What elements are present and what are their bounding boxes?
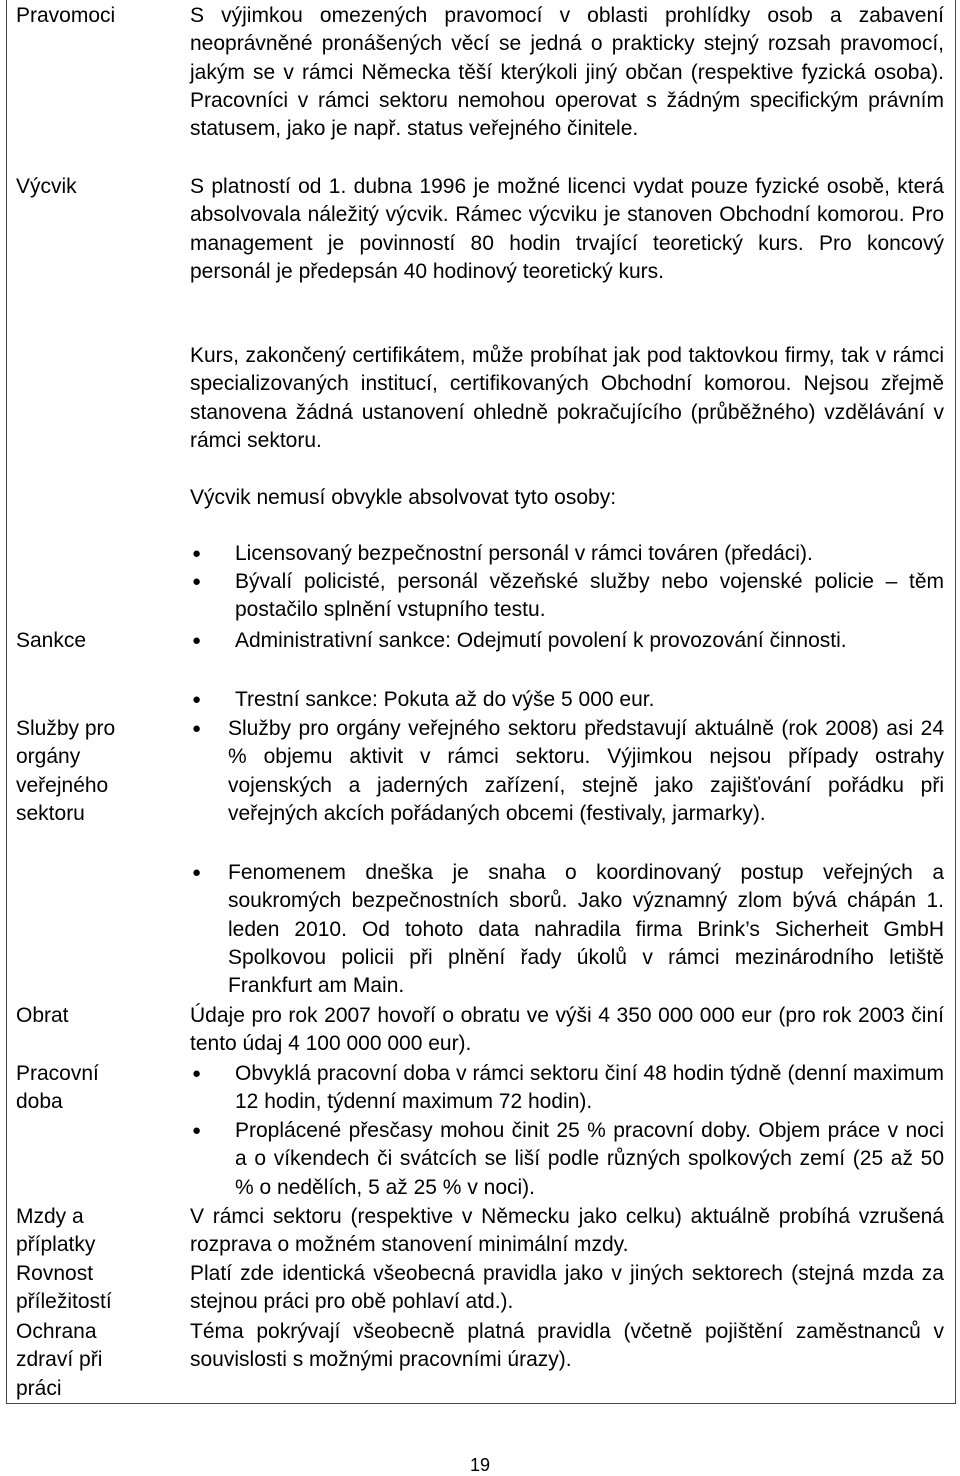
row-text-vycvik-p1: S platností od 1. dubna 1996 je možné licenci vydat pouze fyzické osobě, která absolvovala náležitý výcvik. Rámec výcviku je stanoven Obchodní komorou. Pro management je povinností 80 hodin trvající teoretický kurs. Pro koncový personál je předepsán 40 hodinový teoretický kurs. [190, 175, 944, 283]
row-label-rovnost: Rovnost příležitostí [16, 1262, 112, 1314]
list-item: Obvyklá pracovní doba v rámci sektoru činí 48 hodin týdně (denní maximum 12 hodin, týdenní maximum 72 hodin). [235, 1062, 944, 1114]
list-item: Bývalí policisté, personál vězeňské služby nebo vojenské policie – těm postačilo splnění vstupního testu. [235, 570, 944, 622]
bullet-icon: ● [192, 864, 202, 881]
list-item: Licensovaný bezpečnostní personál v rámci továren (předáci). [235, 542, 813, 565]
row-label-pravomoci: Pravomoci [16, 4, 116, 27]
list-item: Trestní sankce: Pokuta až do výše 5 000 eur. [235, 688, 655, 711]
row-label-sankce: Sankce [16, 629, 87, 652]
row-text-obrat: Údaje pro rok 2007 hovoří o obratu ve výši 4 350 000 000 eur (pro rok 2003 činí tento údaj 4 100 000 000 eur). [190, 1004, 944, 1056]
row-text-vycvik-p3: Výcvik nemusí obvykle absolvovat tyto osoby: [190, 486, 617, 509]
list-item: Proplácené přesčasy mohou činit 25 % pracovní doby. Objem práce v noci a o víkendech či svátcích se liší podle různých spolkových zemí (25 až 50 % o nedělích, 5 až 25 % v noci). [235, 1119, 944, 1199]
page-number: 19 [469, 1455, 491, 1475]
row-label-doba: Pracovní doba [16, 1062, 99, 1114]
row-text-pravomoci: S výjimkou omezených pravomocí v oblasti prohlídky osob a zabavení neoprávněné pronášených věcí se jedná o prakticky stejný rozsah pravomocí, jakým se v rámci Německa těší kterýkoli jiný občan (respektive fyzická osoba). Pracovníci v rámci sektoru nemohou operovat s žádným specifickým právním statusem, jako je např. status veřejného činitele. [190, 4, 944, 141]
bullet-icon: ● [192, 1065, 202, 1082]
row-text-rovnost: Platí zde identická všeobecná pravidla jako v jiných sektorech (stejná mzda za stejnou práci pro obě pohlaví atd.). [190, 1262, 944, 1314]
list-item: Služby pro orgány veřejného sektoru představují aktuálně (rok 2008) asi 24 % objemu aktivit v rámci sektoru. Výjimkou nejsou případy ostrahy vojenských a jaderných zařízení, stejně jako zajišťování pořádku při veřejných akcích pořádaných obcemi (festivaly, jarmarky). [228, 717, 944, 825]
list-item: Administrativní sankce: Odejmutí povolení k provozování činnosti. [235, 629, 847, 652]
row-label-vycvik: Výcvik [16, 175, 77, 198]
row-label-ochrana: Ochrana zdraví při práci [16, 1320, 103, 1400]
bullet-icon: ● [192, 1122, 202, 1139]
row-label-mzdy: Mzdy a příplatky [16, 1205, 96, 1257]
bullet-icon: ● [192, 573, 202, 590]
bullet-icon: ● [192, 632, 202, 649]
row-label-sluzby: Služby pro orgány veřejného sektoru [16, 717, 116, 825]
bullet-icon: ● [192, 691, 202, 708]
row-text-vycvik-p2: Kurs, zakončený certifikátem, může probíhat jak pod taktovkou firmy, tak v rámci specializovaných institucí, certifikovaných Obchodní komorou. Nejsou zřejmě stanovena žádná ustanovení ohledně pokračujícího (průběžného) vzdělávání v rámci sektoru. [190, 344, 944, 452]
bullet-icon: ● [192, 545, 202, 562]
row-text-ochrana: Téma pokrývají všeobecně platná pravidla (včetně pojištění zaměstnanců v souvislosti s možnými pracovními úrazy). [190, 1320, 944, 1372]
row-text-mzdy: V rámci sektoru (respektive v Německu jako celku) aktuálně probíhá vzrušená rozprava o možném stanovení minimální mzdy. [190, 1205, 944, 1257]
bullet-icon: ● [192, 720, 202, 737]
list-item: Fenomenem dneška je snaha o koordinovaný postup veřejných a soukromých bezpečnostních sborů. Jako významný zlom bývá chápán 1. leden 2010. Od tohoto data nahradila firma Brink’s Sicherheit GmbH Spolkovou policii při plnění řady úkolů v rámci mezinárodního letiště Frankfurt am Main. [228, 861, 944, 998]
row-label-obrat: Obrat [16, 1004, 69, 1027]
